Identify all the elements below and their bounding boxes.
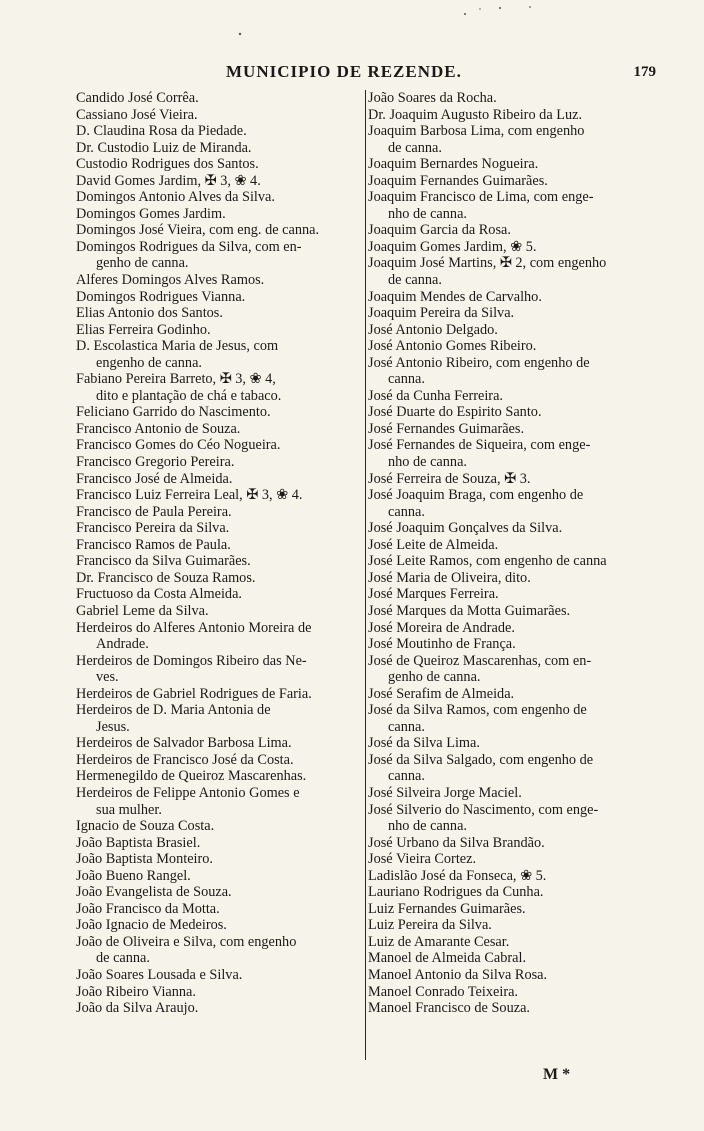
entry-continuation-line: de canna.	[388, 139, 442, 156]
entry-continuation-line: sua mulher.	[96, 801, 162, 818]
list-item	[76, 620, 362, 653]
entry-line: Joaquim Bernardes Nogueira.	[368, 156, 539, 173]
entry-line: Domingos Rodrigues da Silva, com en-	[76, 238, 302, 255]
entry-line: Joaquim Francisco de Lima, com enge-	[368, 189, 594, 206]
list-item	[368, 239, 658, 256]
list-item	[368, 586, 658, 603]
entry-line: Francisco da Silva Guimarães.	[76, 553, 251, 570]
list-item	[368, 851, 658, 868]
entry-line: José Joaquim Gonçalves da Silva.	[368, 520, 563, 537]
right-column	[368, 90, 658, 1017]
entry-continuation-line: genho de canna.	[388, 669, 481, 686]
list-item	[368, 156, 658, 173]
list-item	[76, 686, 362, 703]
entry-line: José Ferreira de Souza, ✠ 3.	[368, 470, 531, 487]
entry-continuation-line: nho de canna.	[388, 818, 467, 835]
list-item	[368, 917, 658, 934]
entry-line: Manoel Conrado Teixeira.	[368, 983, 518, 1000]
list-item	[76, 222, 362, 239]
list-item	[368, 553, 658, 570]
entry-line: Joaquim Pereira da Silva.	[368, 305, 515, 322]
list-item	[368, 785, 658, 802]
list-item	[368, 123, 658, 156]
page-number: 179	[633, 64, 656, 80]
entry-line: José Moutinho de França.	[368, 636, 516, 653]
entry-line: Fructuoso da Costa Almeida.	[76, 586, 242, 603]
entry-continuation-line: canna.	[388, 371, 425, 388]
list-item	[368, 934, 658, 951]
entry-line: Ignacio de Souza Costa.	[76, 818, 215, 835]
entry-line: Herdeiros de D. Maria Antonia de	[76, 702, 271, 719]
entry-continuation-line: Andrade.	[96, 636, 149, 653]
entry-line: Francisco José de Almeida.	[76, 470, 233, 487]
entry-line: Francisco Gomes do Céo Nogueira.	[76, 437, 281, 454]
list-item	[76, 570, 362, 587]
left-column	[76, 90, 362, 1017]
list-item	[76, 917, 362, 934]
entry-line: Domingos Rodrigues Vianna.	[76, 288, 246, 305]
entry-line: Dr. Custodio Luiz de Miranda.	[76, 139, 252, 156]
list-item	[76, 206, 362, 223]
list-item	[76, 471, 362, 488]
entry-line: Domingos José Vieira, com eng. de canna.	[76, 222, 320, 239]
list-item	[368, 702, 658, 735]
entry-line: João Soares Lousada e Silva.	[76, 966, 243, 983]
entry-line: Joaquim Garcia da Rosa.	[368, 222, 511, 239]
list-item	[76, 818, 362, 835]
entry-line: Francisco Pereira da Silva.	[76, 520, 230, 537]
entry-line: José da Silva Lima.	[368, 735, 480, 752]
list-item	[368, 653, 658, 686]
entry-continuation-line: engenho de canna.	[96, 354, 202, 371]
list-item	[76, 967, 362, 984]
entry-line: Ladislão José da Fonseca, ❀ 5.	[368, 867, 547, 884]
list-item	[76, 123, 362, 140]
list-item	[368, 437, 658, 470]
list-item	[368, 752, 658, 785]
entry-line: Manoel de Almeida Cabral.	[368, 950, 527, 967]
entry-continuation-line: genho de canna.	[96, 255, 189, 272]
entry-line: Alferes Domingos Alves Ramos.	[76, 272, 265, 289]
list-item	[368, 802, 658, 835]
entry-line: José Fernandes Guimarães.	[368, 420, 525, 437]
signature-mark: M *	[543, 1066, 571, 1083]
list-item	[76, 586, 362, 603]
entry-line: Cassiano José Vieira.	[76, 106, 198, 123]
list-item	[76, 272, 362, 289]
list-item	[76, 305, 362, 322]
list-item	[76, 189, 362, 206]
list-item	[368, 90, 658, 107]
list-item	[76, 884, 362, 901]
list-item	[368, 388, 658, 405]
list-item	[368, 255, 658, 288]
list-item	[76, 338, 362, 371]
entry-line: João Ignacio de Medeiros.	[76, 917, 227, 934]
entry-line: José Vieira Cortez.	[368, 851, 477, 868]
list-item	[368, 289, 658, 306]
list-item	[76, 934, 362, 967]
entry-line: João Francisco da Motta.	[76, 900, 220, 917]
list-item	[368, 735, 658, 752]
entry-line: José Antonio Delgado.	[368, 321, 498, 338]
entry-line: Herdeiros de Francisco José da Costa.	[76, 751, 294, 768]
page-title: MUNICIPIO DE REZENDE.	[226, 62, 462, 81]
list-item	[368, 487, 658, 520]
column-divider	[365, 90, 366, 1060]
entry-line: João Soares da Rocha.	[368, 90, 497, 106]
entry-line: José Silveira Jorge Maciel.	[368, 784, 522, 801]
entry-line: Manoel Francisco de Souza.	[368, 1000, 530, 1017]
entry-line: Francisco de Paula Pereira.	[76, 503, 232, 520]
entry-line: José Maria de Oliveira, dito.	[368, 569, 531, 586]
list-item	[368, 967, 658, 984]
page-header	[76, 62, 656, 86]
entry-line: Lauriano Rodrigues da Cunha.	[368, 884, 544, 901]
entry-line: José Antonio Ribeiro, com engenho de	[368, 354, 590, 371]
list-item	[76, 90, 362, 107]
list-item	[368, 537, 658, 554]
entry-line: Francisco Luiz Ferreira Leal, ✠ 3, ❀ 4.	[76, 487, 303, 504]
entry-continuation-line: dito e plantação de chá e tabaco.	[96, 387, 282, 404]
entry-line: Fabiano Pereira Barreto, ✠ 3, ❀ 4,	[76, 371, 276, 388]
entry-line: Candido José Corrêa.	[76, 90, 199, 106]
entry-line: João de Oliveira e Silva, com engenho	[76, 933, 297, 950]
entry-line: Gabriel Leme da Silva.	[76, 602, 209, 619]
entry-line: Elias Ferreira Godinho.	[76, 321, 211, 338]
list-item	[368, 173, 658, 190]
entry-line: Domingos Antonio Alves da Silva.	[76, 189, 275, 206]
paper-specks-decoration	[230, 4, 650, 44]
entry-continuation-line: de canna.	[96, 950, 150, 967]
list-item	[368, 884, 658, 901]
entry-line: José Urbano da Silva Brandão.	[368, 834, 545, 851]
list-item	[368, 421, 658, 438]
list-item	[76, 603, 362, 620]
list-item	[76, 173, 362, 190]
entry-line: João da Silva Araujo.	[76, 1000, 199, 1017]
list-item	[76, 851, 362, 868]
list-item	[368, 520, 658, 537]
entry-line: João Baptista Monteiro.	[76, 851, 213, 868]
entry-line: João Evangelista de Souza.	[76, 884, 232, 901]
list-item	[76, 454, 362, 471]
list-item	[76, 437, 362, 454]
entry-line: Joaquim Gomes Jardim, ❀ 5.	[368, 238, 537, 255]
entry-line: Feliciano Garrido do Nascimento.	[76, 404, 271, 421]
entry-line: Francisco Antonio de Souza.	[76, 420, 241, 437]
entry-line: Joaquim José Martins, ✠ 2, com engenho	[368, 255, 607, 272]
entry-line: José Serafim de Almeida.	[368, 685, 515, 702]
list-item	[76, 520, 362, 537]
list-item	[368, 984, 658, 1001]
list-item	[368, 950, 658, 967]
entry-line: Luiz Fernandes Guimarães.	[368, 900, 526, 917]
entry-line: José Marques Ferreira.	[368, 586, 499, 603]
entry-line: Francisco Ramos de Paula.	[76, 536, 231, 553]
list-item	[368, 404, 658, 421]
list-item	[76, 537, 362, 554]
entry-line: João Bueno Rangel.	[76, 867, 191, 884]
entry-line: João Baptista Brasiel.	[76, 834, 201, 851]
entry-continuation-line: Jesus.	[96, 718, 130, 735]
entry-line: Manoel Antonio da Silva Rosa.	[368, 966, 548, 983]
entry-continuation-line: nho de canna.	[388, 205, 467, 222]
entry-continuation-line: de canna.	[388, 272, 442, 289]
list-item	[368, 686, 658, 703]
entry-line: Luiz Pereira da Silva.	[368, 917, 492, 934]
list-item	[76, 835, 362, 852]
list-item	[368, 222, 658, 239]
entry-line: Luiz de Amarante Cesar.	[368, 933, 510, 950]
entry-line: D. Escolastica Maria de Jesus, com	[76, 338, 279, 355]
entry-line: Joaquim Mendes de Carvalho.	[368, 288, 542, 305]
list-item	[76, 553, 362, 570]
list-item	[368, 835, 658, 852]
entry-line: Domingos Gomes Jardim.	[76, 205, 226, 222]
entry-line: José Moreira de Andrade.	[368, 619, 515, 636]
list-item	[368, 603, 658, 620]
entry-line: José Leite de Almeida.	[368, 536, 499, 553]
list-item	[368, 355, 658, 388]
list-item	[76, 140, 362, 157]
entry-line: Dr. Joaquim Augusto Ribeiro da Luz.	[368, 106, 583, 123]
entry-line: José Leite Ramos, com engenho de canna	[368, 553, 607, 570]
entry-line: José de Queiroz Mascarenhas, com en-	[368, 652, 592, 669]
list-item	[76, 768, 362, 785]
entry-line: Custodio Rodrigues dos Santos.	[76, 156, 259, 173]
entry-line: D. Claudina Rosa da Piedade.	[76, 123, 247, 140]
entry-line: José Fernandes de Siqueira, com enge-	[368, 437, 591, 454]
list-item	[76, 901, 362, 918]
entry-line: Dr. Francisco de Souza Ramos.	[76, 569, 256, 586]
list-item	[368, 901, 658, 918]
list-item	[368, 620, 658, 637]
list-item	[76, 1000, 362, 1017]
list-item	[76, 785, 362, 818]
entry-line: Herdeiros de Felippe Antonio Gomes e	[76, 784, 300, 801]
entry-line: João Ribeiro Vianna.	[76, 983, 196, 1000]
entry-continuation-line: canna.	[388, 718, 425, 735]
list-item	[76, 289, 362, 306]
entry-line: José da Silva Ramos, com engenho de	[368, 702, 587, 719]
list-item	[76, 404, 362, 421]
list-item	[76, 752, 362, 769]
entry-continuation-line: canna.	[388, 768, 425, 785]
entry-line: José da Silva Salgado, com engenho de	[368, 751, 594, 768]
entry-line: Herdeiros de Gabriel Rodrigues de Faria.	[76, 685, 312, 702]
entry-continuation-line: nho de canna.	[388, 454, 467, 471]
list-item	[76, 156, 362, 173]
list-item	[368, 338, 658, 355]
list-item	[368, 570, 658, 587]
entry-line: Herdeiros de Domingos Ribeiro das Ne-	[76, 652, 307, 669]
entry-line: José Antonio Gomes Ribeiro.	[368, 338, 537, 355]
entry-line: José da Cunha Ferreira.	[368, 387, 503, 404]
list-item	[368, 1000, 658, 1017]
entry-line: Hermenegildo de Queiroz Mascarenhas.	[76, 768, 307, 785]
list-item	[76, 239, 362, 272]
list-item	[76, 504, 362, 521]
entry-line: Elias Antonio dos Santos.	[76, 305, 223, 322]
list-item	[76, 107, 362, 124]
list-item	[76, 702, 362, 735]
entry-line: Francisco Gregorio Pereira.	[76, 454, 235, 471]
list-item	[368, 189, 658, 222]
entry-line: Herdeiros de Salvador Barbosa Lima.	[76, 735, 292, 752]
list-item	[76, 371, 362, 404]
entry-continuation-line: canna.	[388, 503, 425, 520]
list-item	[76, 421, 362, 438]
directory-columns	[76, 90, 656, 1065]
list-item	[76, 653, 362, 686]
list-item	[368, 305, 658, 322]
list-item	[368, 471, 658, 488]
list-item	[368, 107, 658, 124]
list-item	[368, 636, 658, 653]
list-item	[368, 868, 658, 885]
entry-line: José Silverio do Nascimento, com enge-	[368, 801, 599, 818]
entry-line: Joaquim Barbosa Lima, com engenho	[368, 123, 585, 140]
list-item	[76, 735, 362, 752]
entry-line: Herdeiros do Alferes Antonio Moreira de	[76, 619, 312, 636]
entry-line: José Duarte do Espirito Santo.	[368, 404, 542, 421]
list-item	[76, 868, 362, 885]
list-item	[76, 487, 362, 504]
entry-line: Joaquim Fernandes Guimarães.	[368, 172, 548, 189]
entry-line: José Marques da Motta Guimarães.	[368, 602, 571, 619]
list-item	[368, 322, 658, 339]
entry-continuation-line: ves.	[96, 669, 119, 686]
list-item	[76, 984, 362, 1001]
entry-line: José Joaquim Braga, com engenho de	[368, 487, 584, 504]
list-item	[76, 322, 362, 339]
entry-line: David Gomes Jardim, ✠ 3, ❀ 4.	[76, 172, 261, 189]
